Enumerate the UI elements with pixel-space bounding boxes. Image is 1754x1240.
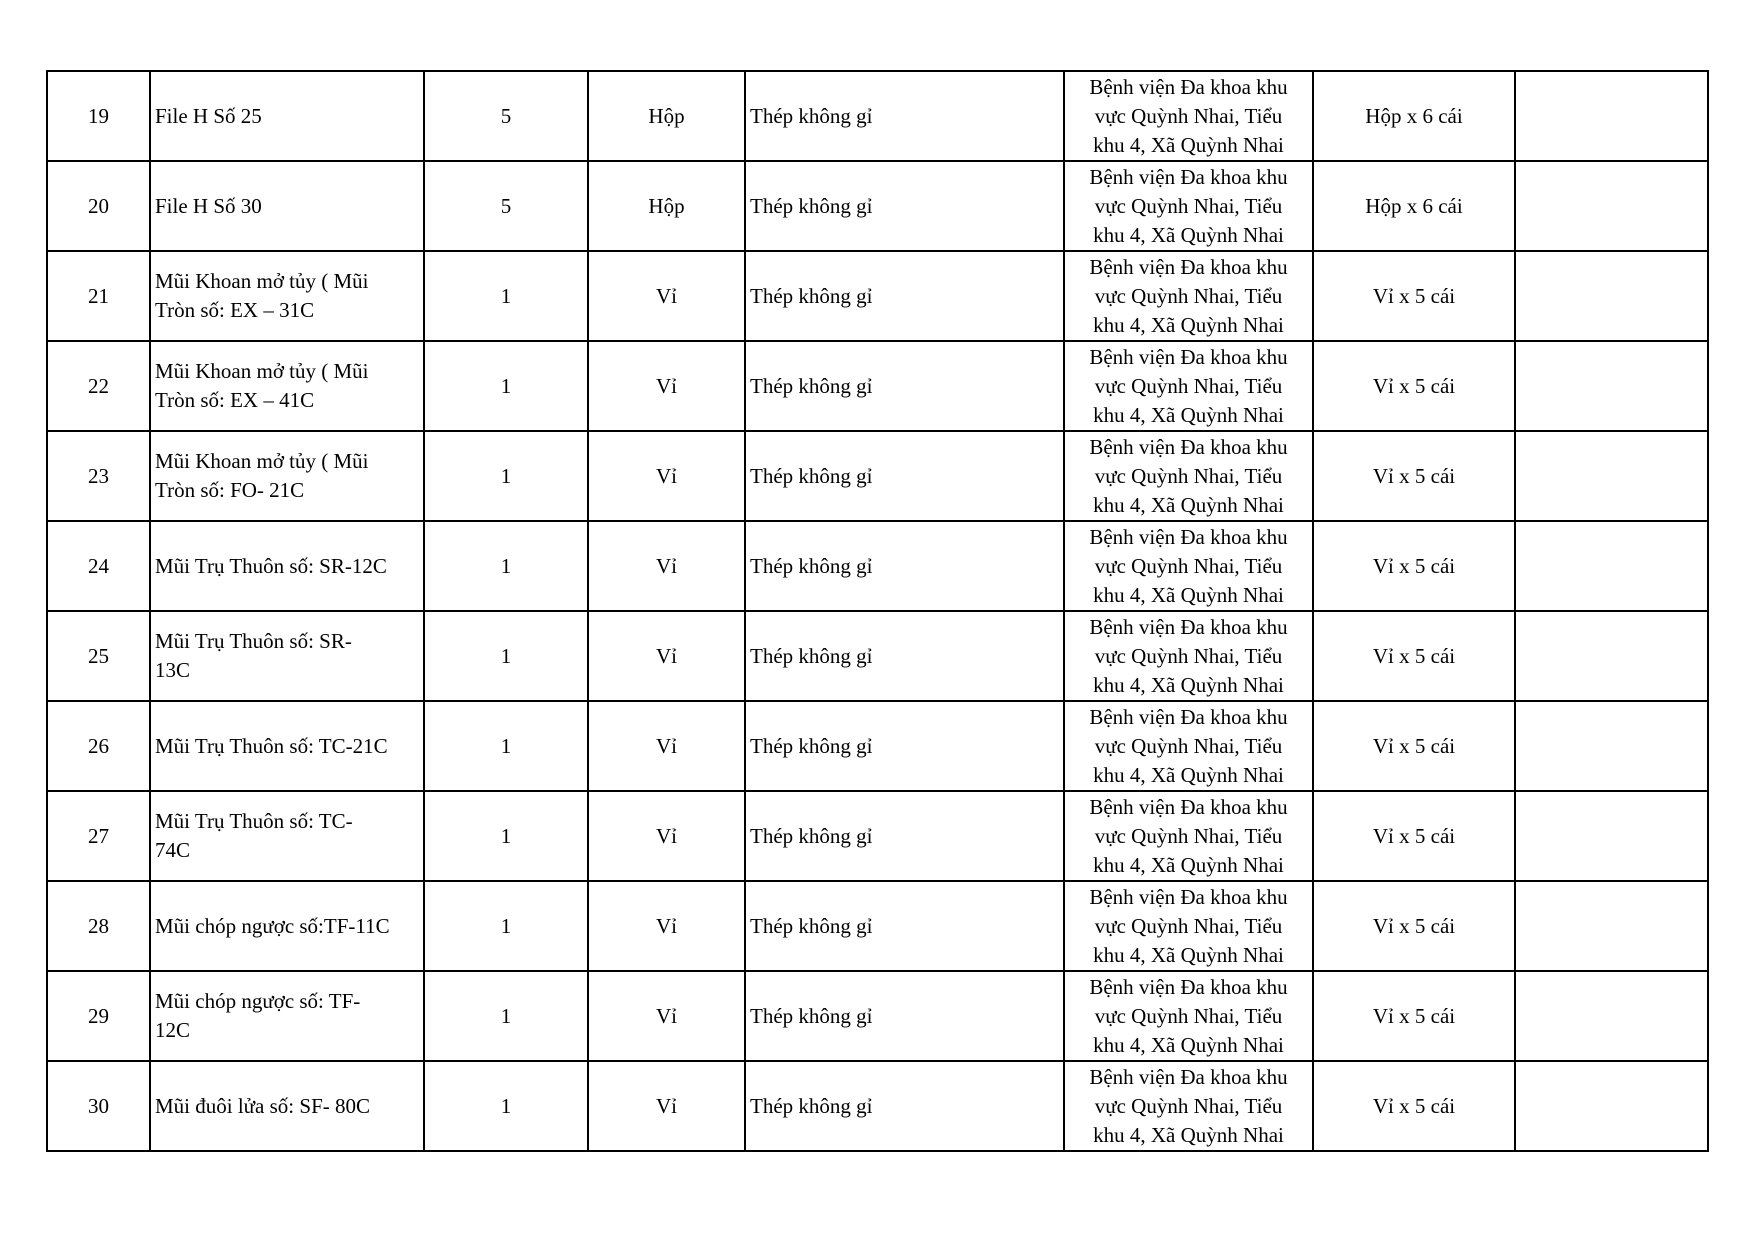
cell-item-name: File H Số 25 [150, 71, 424, 161]
cell-note [1515, 611, 1708, 701]
cell-stt: 29 [47, 971, 150, 1061]
cell-packaging: Hộp x 6 cái [1313, 71, 1515, 161]
cell-note [1515, 971, 1708, 1061]
cell-delivery-address: Bệnh viện Đa khoa khu vực Quỳnh Nhai, Tiểu khu 4, Xã Quỳnh Nhai [1064, 431, 1313, 521]
cell-note [1515, 161, 1708, 251]
cell-note [1515, 791, 1708, 881]
cell-material: Thép không gỉ [745, 881, 1064, 971]
cell-quantity: 1 [424, 611, 588, 701]
cell-quantity: 1 [424, 971, 588, 1061]
cell-material: Thép không gỉ [745, 971, 1064, 1061]
cell-unit: Hộp [588, 71, 745, 161]
cell-material: Thép không gỉ [745, 431, 1064, 521]
table-row [47, 161, 1708, 251]
cell-unit: Vỉ [588, 701, 745, 791]
table-row [47, 71, 1708, 161]
cell-item-name: Mũi Trụ Thuôn số: SR-12C [150, 521, 424, 611]
cell-stt: 21 [47, 251, 150, 341]
cell-material: Thép không gỉ [745, 341, 1064, 431]
cell-packaging: Vỉ x 5 cái [1313, 701, 1515, 791]
cell-quantity: 1 [424, 251, 588, 341]
cell-quantity: 1 [424, 1061, 588, 1151]
cell-packaging: Vỉ x 5 cái [1313, 431, 1515, 521]
table-row [47, 701, 1708, 791]
table-row [47, 791, 1708, 881]
cell-material: Thép không gỉ [745, 1061, 1064, 1151]
cell-note [1515, 341, 1708, 431]
cell-unit: Vỉ [588, 791, 745, 881]
cell-delivery-address: Bệnh viện Đa khoa khu vực Quỳnh Nhai, Tiểu khu 4, Xã Quỳnh Nhai [1064, 971, 1313, 1061]
cell-delivery-address: Bệnh viện Đa khoa khu vực Quỳnh Nhai, Tiểu khu 4, Xã Quỳnh Nhai [1064, 881, 1313, 971]
cell-note [1515, 701, 1708, 791]
cell-delivery-address: Bệnh viện Đa khoa khu vực Quỳnh Nhai, Tiểu khu 4, Xã Quỳnh Nhai [1064, 1061, 1313, 1151]
cell-quantity: 1 [424, 881, 588, 971]
cell-quantity: 1 [424, 791, 588, 881]
table-row [47, 611, 1708, 701]
cell-note [1515, 1061, 1708, 1151]
cell-quantity: 1 [424, 431, 588, 521]
cell-unit: Vỉ [588, 611, 745, 701]
cell-stt: 28 [47, 881, 150, 971]
cell-item-name: Mũi Trụ Thuôn số: TC- 74C [150, 791, 424, 881]
cell-item-name: Mũi đuôi lửa số: SF- 80C [150, 1061, 424, 1151]
cell-stt: 24 [47, 521, 150, 611]
cell-material: Thép không gỉ [745, 701, 1064, 791]
cell-unit: Vỉ [588, 881, 745, 971]
cell-material: Thép không gỉ [745, 791, 1064, 881]
cell-stt: 19 [47, 71, 150, 161]
cell-stt: 22 [47, 341, 150, 431]
cell-quantity: 5 [424, 161, 588, 251]
cell-unit: Vỉ [588, 521, 745, 611]
cell-delivery-address: Bệnh viện Đa khoa khu vực Quỳnh Nhai, Tiểu khu 4, Xã Quỳnh Nhai [1064, 611, 1313, 701]
table-row [47, 971, 1708, 1061]
cell-packaging: Vỉ x 5 cái [1313, 521, 1515, 611]
cell-packaging: Vỉ x 5 cái [1313, 341, 1515, 431]
cell-note [1515, 431, 1708, 521]
cell-packaging: Hộp x 6 cái [1313, 161, 1515, 251]
cell-stt: 30 [47, 1061, 150, 1151]
cell-packaging: Vỉ x 5 cái [1313, 1061, 1515, 1151]
cell-material: Thép không gỉ [745, 71, 1064, 161]
cell-delivery-address: Bệnh viện Đa khoa khu vực Quỳnh Nhai, Tiểu khu 4, Xã Quỳnh Nhai [1064, 701, 1313, 791]
cell-stt: 23 [47, 431, 150, 521]
cell-delivery-address: Bệnh viện Đa khoa khu vực Quỳnh Nhai, Tiểu khu 4, Xã Quỳnh Nhai [1064, 71, 1313, 161]
cell-note [1515, 251, 1708, 341]
cell-quantity: 1 [424, 701, 588, 791]
cell-quantity: 5 [424, 71, 588, 161]
table-row [47, 431, 1708, 521]
cell-item-name: Mũi Khoan mở tủy ( Mũi Tròn số: FO- 21C [150, 431, 424, 521]
cell-material: Thép không gỉ [745, 521, 1064, 611]
cell-note [1515, 521, 1708, 611]
cell-stt: 20 [47, 161, 150, 251]
cell-delivery-address: Bệnh viện Đa khoa khu vực Quỳnh Nhai, Tiểu khu 4, Xã Quỳnh Nhai [1064, 251, 1313, 341]
cell-material: Thép không gỉ [745, 161, 1064, 251]
cell-unit: Vỉ [588, 251, 745, 341]
cell-material: Thép không gỉ [745, 611, 1064, 701]
cell-item-name: File H Số 30 [150, 161, 424, 251]
cell-unit: Vỉ [588, 431, 745, 521]
cell-delivery-address: Bệnh viện Đa khoa khu vực Quỳnh Nhai, Tiểu khu 4, Xã Quỳnh Nhai [1064, 341, 1313, 431]
cell-note [1515, 881, 1708, 971]
cell-unit: Hộp [588, 161, 745, 251]
cell-item-name: Mũi Khoan mở tủy ( Mũi Tròn số: EX – 31C [150, 251, 424, 341]
cell-quantity: 1 [424, 341, 588, 431]
cell-packaging: Vỉ x 5 cái [1313, 971, 1515, 1061]
cell-material: Thép không gỉ [745, 251, 1064, 341]
cell-stt: 25 [47, 611, 150, 701]
cell-unit: Vỉ [588, 341, 745, 431]
table-row [47, 521, 1708, 611]
cell-stt: 27 [47, 791, 150, 881]
cell-item-name: Mũi chóp ngược số:TF-11C [150, 881, 424, 971]
cell-item-name: Mũi chóp ngược số: TF- 12C [150, 971, 424, 1061]
cell-delivery-address: Bệnh viện Đa khoa khu vực Quỳnh Nhai, Tiểu khu 4, Xã Quỳnh Nhai [1064, 161, 1313, 251]
cell-packaging: Vỉ x 5 cái [1313, 251, 1515, 341]
table-row [47, 1061, 1708, 1151]
cell-item-name: Mũi Trụ Thuôn số: SR- 13C [150, 611, 424, 701]
equipment-table [46, 70, 1709, 1152]
cell-packaging: Vỉ x 5 cái [1313, 611, 1515, 701]
table-row [47, 341, 1708, 431]
cell-note [1515, 71, 1708, 161]
cell-packaging: Vỉ x 5 cái [1313, 791, 1515, 881]
cell-item-name: Mũi Khoan mở tủy ( Mũi Tròn số: EX – 41C [150, 341, 424, 431]
cell-delivery-address: Bệnh viện Đa khoa khu vực Quỳnh Nhai, Tiểu khu 4, Xã Quỳnh Nhai [1064, 791, 1313, 881]
cell-stt: 26 [47, 701, 150, 791]
cell-unit: Vỉ [588, 971, 745, 1061]
cell-item-name: Mũi Trụ Thuôn số: TC-21C [150, 701, 424, 791]
table-row [47, 251, 1708, 341]
table-body [47, 71, 1708, 1151]
table-row [47, 881, 1708, 971]
cell-delivery-address: Bệnh viện Đa khoa khu vực Quỳnh Nhai, Tiểu khu 4, Xã Quỳnh Nhai [1064, 521, 1313, 611]
cell-unit: Vỉ [588, 1061, 745, 1151]
cell-packaging: Vỉ x 5 cái [1313, 881, 1515, 971]
cell-quantity: 1 [424, 521, 588, 611]
